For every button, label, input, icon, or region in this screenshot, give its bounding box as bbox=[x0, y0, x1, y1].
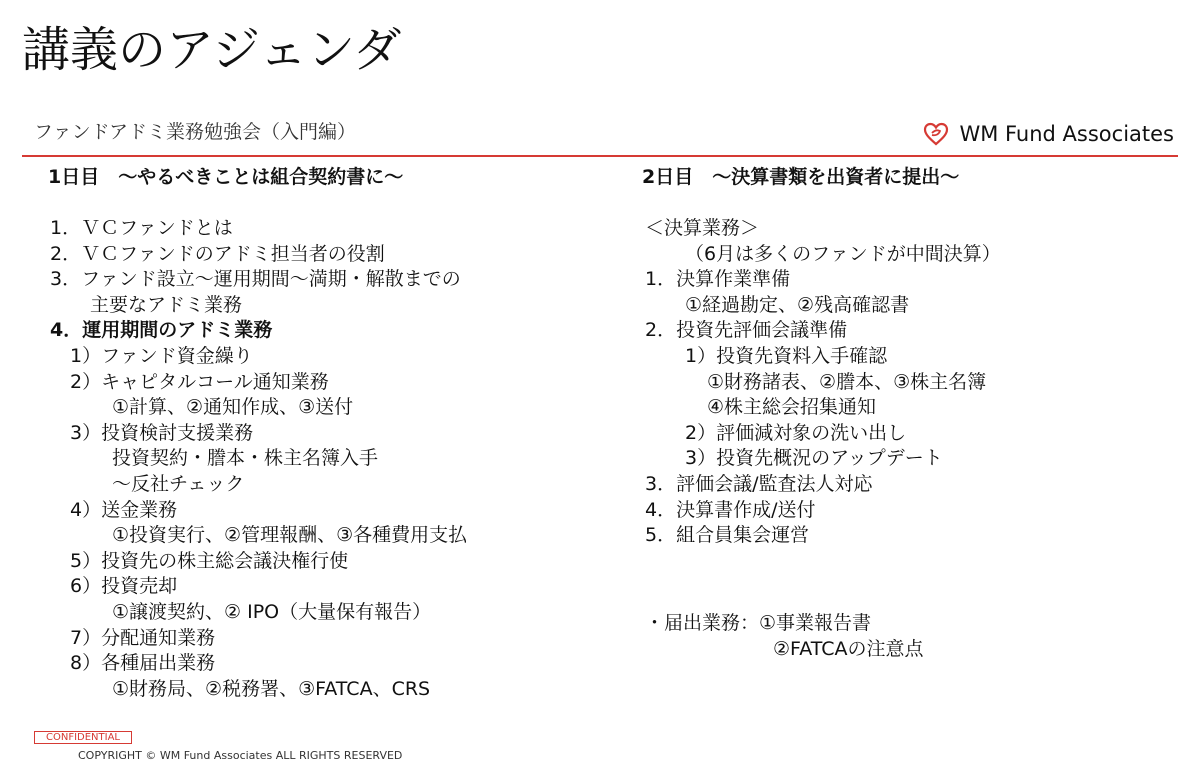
list-item: ・届出業務：①事業報告書 bbox=[645, 612, 872, 634]
day1-heading: 1日目 ～やるべきことは組合契約書に～ bbox=[48, 166, 404, 188]
list-item: 5）投資先の株主総会議決権行使 bbox=[70, 549, 349, 572]
list-item: （6月は多くのファンドが中間決算） bbox=[685, 242, 1001, 265]
page-subtitle: ファンドアドミ業務勉強会（入門編） bbox=[34, 121, 357, 143]
copyright-text: COPYRIGHT © WM Fund Associates ALL RIGHTS RESERVED bbox=[78, 749, 403, 762]
list-item: 1）ファンド資金繰り bbox=[70, 344, 253, 367]
list-item: 6）投資売却 bbox=[70, 575, 178, 598]
list-item: 3．ファンド設立～運用期間～満期・解散までの bbox=[50, 268, 461, 291]
list-item: ②FATCAの注意点 bbox=[773, 637, 924, 660]
list-item: 8）各種届出業務 bbox=[70, 652, 216, 675]
list-item: ④株主総会招集通知 bbox=[707, 396, 877, 419]
list-item: ①計算、②通知作成、③送付 bbox=[112, 396, 354, 419]
list-item: 2）キャピタルコール通知業務 bbox=[70, 370, 329, 393]
day1-agenda-list bbox=[50, 216, 467, 702]
list-item: ①投資実行、②管理報酬、③各種費用支払 bbox=[112, 524, 468, 547]
list-item: 2．投資先評価会議準備 bbox=[645, 319, 848, 342]
list-item: 1．ＶＣファンドとは bbox=[50, 217, 233, 239]
list-item: 1）投資先資料入手確認 bbox=[685, 344, 888, 367]
list-item: ①経過勘定、②残高確認書 bbox=[685, 293, 910, 316]
day2-agenda-list bbox=[645, 216, 1001, 549]
brand-name: WM Fund Associates bbox=[959, 122, 1174, 146]
day2-heading: 2日目 ～決算書類を出資者に提出～ bbox=[642, 166, 960, 188]
list-item: 4．決算書作成/送付 bbox=[645, 498, 816, 521]
confidential-badge: CONFIDENTIAL bbox=[34, 731, 132, 744]
list-item: ＜決算業務＞ bbox=[645, 217, 760, 239]
list-item: 3）投資検討支援業務 bbox=[70, 421, 254, 444]
list-item: 3）投資先概況のアップデート bbox=[685, 447, 943, 470]
heart-leaf-logo-icon bbox=[923, 121, 949, 147]
list-item: ①譲渡契約、② IPO（大量保有報告） bbox=[112, 600, 432, 623]
brand bbox=[923, 121, 1174, 147]
day2-notes-list bbox=[645, 611, 924, 662]
header-divider bbox=[22, 155, 1178, 157]
list-item: ①財務諸表、②謄本、③株主名簿 bbox=[707, 370, 987, 393]
list-item: 2．ＶＣファンドのアドミ担当者の役割 bbox=[50, 242, 385, 265]
list-item: 5．組合員集会運営 bbox=[645, 524, 810, 547]
list-item: 投資契約・謄本・株主名簿入手 bbox=[112, 447, 379, 470]
list-item: 7）分配通知業務 bbox=[70, 626, 216, 649]
list-item: 2）評価減対象の洗い出し bbox=[685, 421, 907, 444]
list-item: ～反社チェック bbox=[112, 472, 245, 495]
list-item: ①財務局、②税務署、③FATCA、CRS bbox=[112, 677, 431, 700]
list-item: 主要なアドミ業務 bbox=[90, 293, 243, 316]
list-item: 1．決算作業準備 bbox=[645, 268, 791, 291]
list-item: 3．評価会議/監査法人対応 bbox=[645, 472, 873, 495]
page-title: 講義のアジェンダ bbox=[22, 22, 402, 78]
list-item: 4．運用期間のアドミ業務 bbox=[50, 319, 273, 342]
list-item: 4）送金業務 bbox=[70, 498, 178, 521]
